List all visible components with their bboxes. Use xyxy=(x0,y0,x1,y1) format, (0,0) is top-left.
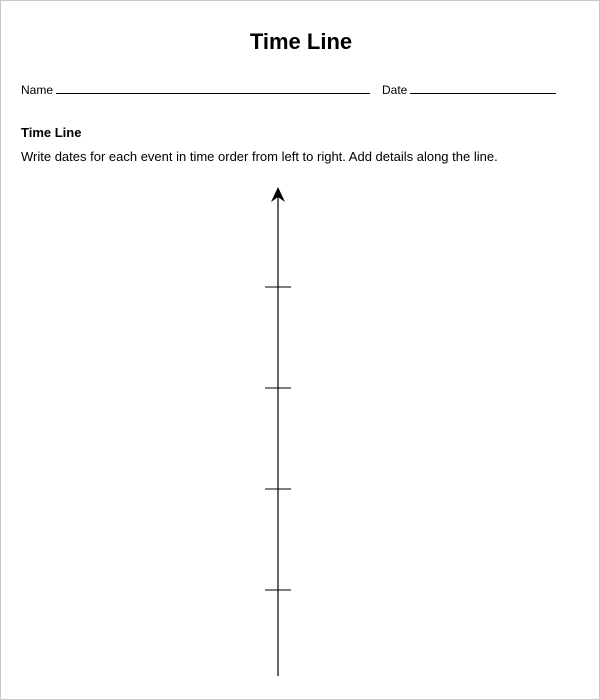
date-blank-line xyxy=(410,83,556,94)
name-label: Name xyxy=(21,83,54,97)
instructions-text: Write dates for each event in time order from left to right. Add details along the line. xyxy=(21,149,498,164)
name-blank-line xyxy=(56,83,370,94)
date-field xyxy=(382,83,556,97)
section-heading: Time Line xyxy=(21,125,82,140)
name-field xyxy=(21,83,370,97)
page-title: Time Line xyxy=(249,29,353,54)
date-label: Date xyxy=(382,83,408,97)
